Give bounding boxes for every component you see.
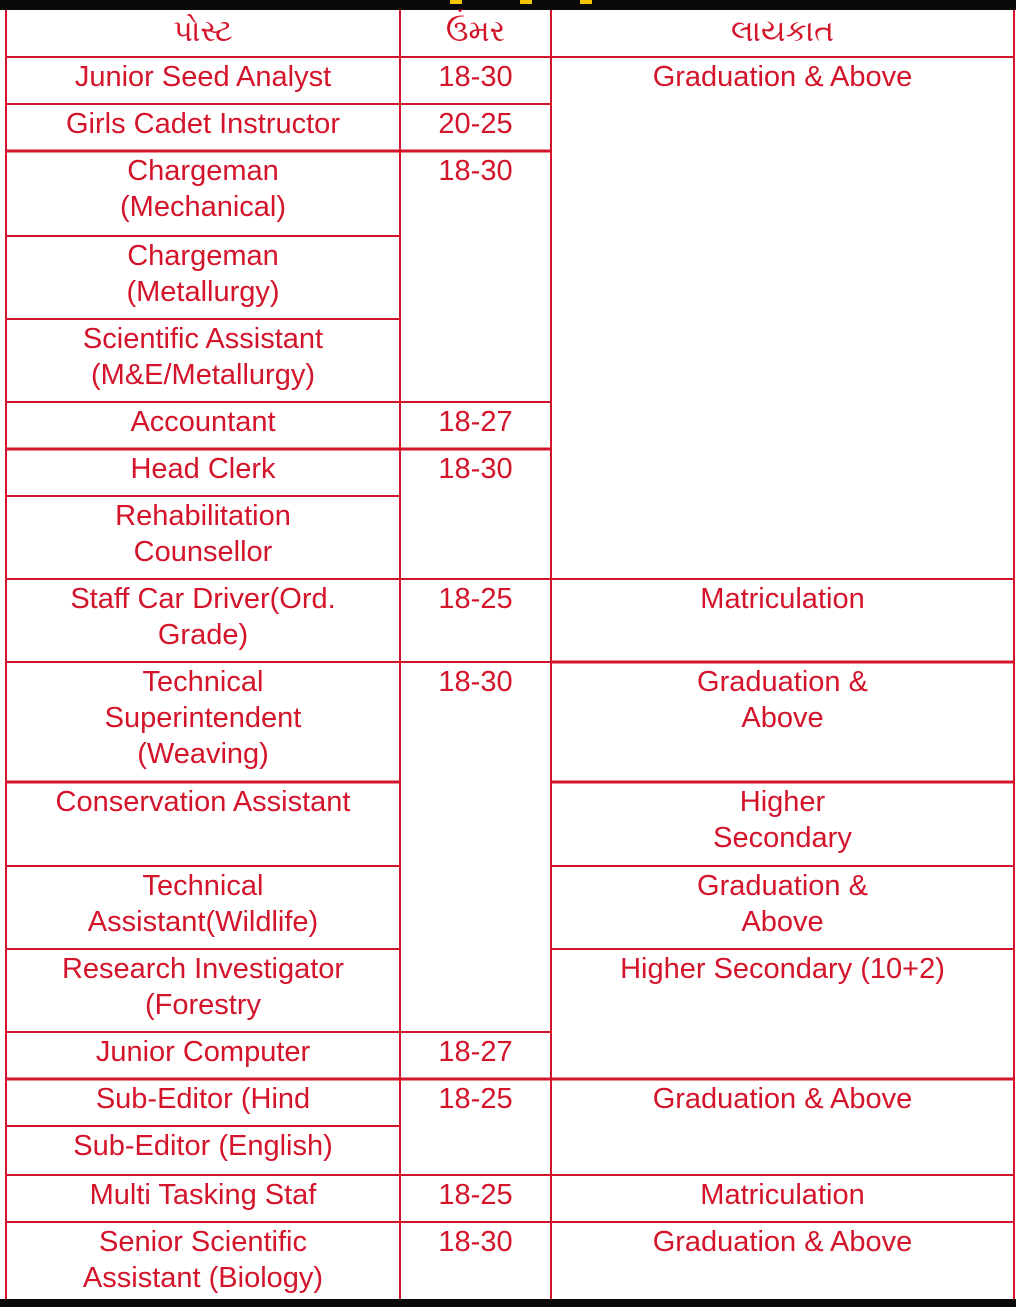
post-cell xyxy=(6,581,400,662)
qualification-cell xyxy=(551,951,1014,1079)
post-cell-text: Junior Seed Analyst xyxy=(74,61,332,93)
age-cell xyxy=(400,664,551,1032)
age-cell-text: 18-25 xyxy=(438,1179,513,1211)
qualification-cell xyxy=(551,664,1014,782)
post-cell-text: Head Clerk xyxy=(130,453,276,485)
age-cell xyxy=(400,1081,551,1175)
qualification-cell-text: Higher Secondary (10+2) xyxy=(620,953,945,985)
header-qualification-text: લાયકાત xyxy=(730,14,835,49)
post-cell-text: Accountant xyxy=(130,406,276,438)
age-cell-text: 18-30 xyxy=(438,666,513,698)
post-cell xyxy=(6,321,400,402)
age-cell-text: 18-27 xyxy=(438,406,513,438)
header-age-text: ઉંમર xyxy=(445,14,506,49)
qualification-cell-text: Graduation & Above xyxy=(697,666,868,734)
age-cell-text: 18-30 xyxy=(438,155,513,187)
qualification-cell xyxy=(551,868,1014,949)
qualification-cell-text: Graduation & Above xyxy=(652,1226,913,1258)
age-cell-text: 18-27 xyxy=(438,1036,513,1068)
post-cell-text: Sub-Editor (Hind xyxy=(95,1083,311,1115)
qualification-cell xyxy=(551,1081,1014,1175)
post-cell xyxy=(6,951,400,1032)
post-cell-text: Scientific Assistant (M&E/Metallurgy) xyxy=(82,323,324,391)
post-cell-text: Conservation Assistant xyxy=(55,786,351,818)
post-cell-text: Staff Car Driver(Ord. Grade) xyxy=(70,583,336,651)
post-cell-text: Research Investigator (Forestry xyxy=(61,953,345,1021)
post-cell xyxy=(6,238,400,319)
age-cell xyxy=(400,1177,551,1222)
qualification-cell xyxy=(551,784,1014,866)
post-cell xyxy=(6,868,400,949)
post-cell xyxy=(6,153,400,236)
post-cell-text: Technical Superintendent (Weaving) xyxy=(104,666,302,770)
post-cell xyxy=(6,784,400,866)
post-cell-text: Rehabilitation Counsellor xyxy=(115,500,291,568)
header-age xyxy=(400,12,551,57)
age-cell xyxy=(400,153,551,402)
age-cell xyxy=(400,59,551,104)
age-cell-text: 18-25 xyxy=(438,1083,513,1115)
qualification-cell-text: Higher Secondary xyxy=(713,786,852,854)
qualification-cell-text: Matriculation xyxy=(700,583,865,615)
age-cell-text: 18-30 xyxy=(438,61,513,93)
post-cell-text: Girls Cadet Instructor xyxy=(66,108,340,140)
age-cell xyxy=(400,581,551,662)
post-cell xyxy=(6,404,400,449)
post-cell xyxy=(6,1081,400,1126)
post-cell xyxy=(6,1177,400,1222)
post-cell-text: Chargeman (Metallurgy) xyxy=(126,240,280,308)
qualification-cell-text: Graduation & Above xyxy=(697,870,868,938)
post-cell-text: Junior Computer xyxy=(95,1036,311,1068)
qualification-cell-text: Graduation & Above xyxy=(652,1083,913,1115)
age-cell-text: 18-30 xyxy=(438,453,513,485)
qualification-cell-text: Matriculation xyxy=(700,1179,865,1211)
qualification-cell xyxy=(551,1177,1014,1222)
age-cell xyxy=(400,404,551,449)
qualification-cell xyxy=(551,59,1014,579)
post-cell xyxy=(6,498,400,579)
header-post xyxy=(6,12,400,57)
age-cell-text: 18-30 xyxy=(438,1226,513,1258)
post-cell-text: Chargeman (Mechanical) xyxy=(120,155,286,223)
post-cell xyxy=(6,664,400,782)
qualification-cell-text: Graduation & Above xyxy=(652,61,913,93)
qualification-cell xyxy=(551,581,1014,662)
age-cell xyxy=(400,106,551,151)
age-cell-text: 18-25 xyxy=(438,583,513,615)
age-cell xyxy=(400,451,551,579)
post-cell-text: Sub-Editor (English) xyxy=(73,1130,333,1162)
post-cell xyxy=(6,1128,400,1175)
post-cell-text: Multi Tasking Staf xyxy=(89,1179,317,1211)
age-cell xyxy=(400,1034,551,1079)
post-cell xyxy=(6,106,400,151)
age-cell xyxy=(400,1224,551,1299)
header-qualification xyxy=(551,12,1014,57)
post-cell xyxy=(6,1224,400,1299)
post-cell xyxy=(6,1034,400,1079)
post-cell xyxy=(6,451,400,496)
bottom-bar xyxy=(0,1299,1016,1307)
post-cell-text: Senior Scientific Assistant (Biology) xyxy=(82,1226,324,1294)
post-cell-text: Technical Assistant(Wildlife) xyxy=(87,870,319,938)
header-post-text: પોસ્ટ xyxy=(173,14,233,49)
qualification-cell xyxy=(551,1224,1014,1299)
age-cell-text: 20-25 xyxy=(438,108,513,140)
post-cell xyxy=(6,59,400,104)
